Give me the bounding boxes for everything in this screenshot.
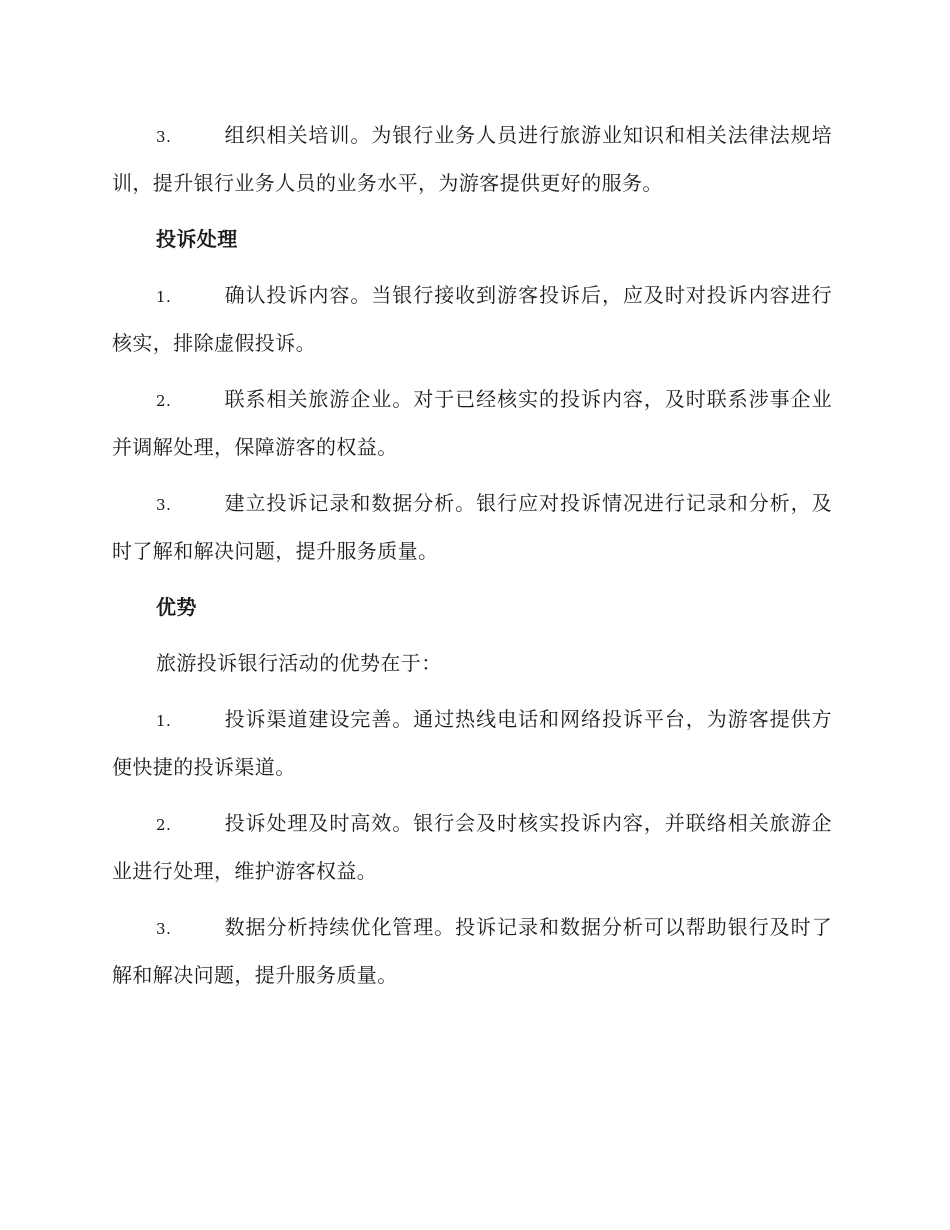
list-item-text: 联系相关旅游企业。对于已经核实的投诉内容，及时联系涉事企业并调解处理，保障游客的权益。 <box>112 387 832 459</box>
list-number: 1. <box>156 712 172 730</box>
list-item-text: 投诉处理及时高效。银行会及时核实投诉内容，并联络相关旅游企业进行处理，维护游客权益。 <box>112 811 832 883</box>
training-item-3 <box>112 112 832 206</box>
list-item-text: 组织相关培训。为银行业务人员进行旅游业知识和相关法律法规培训，提升银行业务人员的业务水平，为游客提供更好的服务。 <box>112 123 832 195</box>
list-item-text: 建立投诉记录和数据分析。银行应对投诉情况进行记录和分析，及时了解和解决问题，提升服务质量。 <box>112 491 832 563</box>
advantages-intro: 旅游投诉银行活动的优势在于： <box>156 651 442 675</box>
list-item-text: 投诉渠道建设完善。通过热线电话和网络投诉平台，为游客提供方便快捷的投诉渠道。 <box>112 707 832 779</box>
list-number: 2. <box>156 392 172 410</box>
list-number: 3. <box>156 128 172 146</box>
section-heading-complaint: 投诉处理 <box>156 227 238 251</box>
advantages-item-1 <box>112 696 832 790</box>
complaint-item-1 <box>112 272 832 366</box>
list-number: 3. <box>156 496 172 514</box>
list-number: 1. <box>156 288 172 306</box>
complaint-item-3 <box>112 480 832 574</box>
list-item-text: 数据分析持续优化管理。投诉记录和数据分析可以帮助银行及时了解和解决问题，提升服务质量。 <box>112 915 832 987</box>
list-number: 3. <box>156 920 172 938</box>
list-item-text: 确认投诉内容。当银行接收到游客投诉后，应及时对投诉内容进行核实，排除虚假投诉。 <box>112 283 832 355</box>
complaint-item-2 <box>112 376 832 470</box>
section-heading-advantages: 优势 <box>156 595 197 619</box>
advantages-item-3 <box>112 904 832 998</box>
list-number: 2. <box>156 816 172 834</box>
advantages-item-2 <box>112 800 832 894</box>
